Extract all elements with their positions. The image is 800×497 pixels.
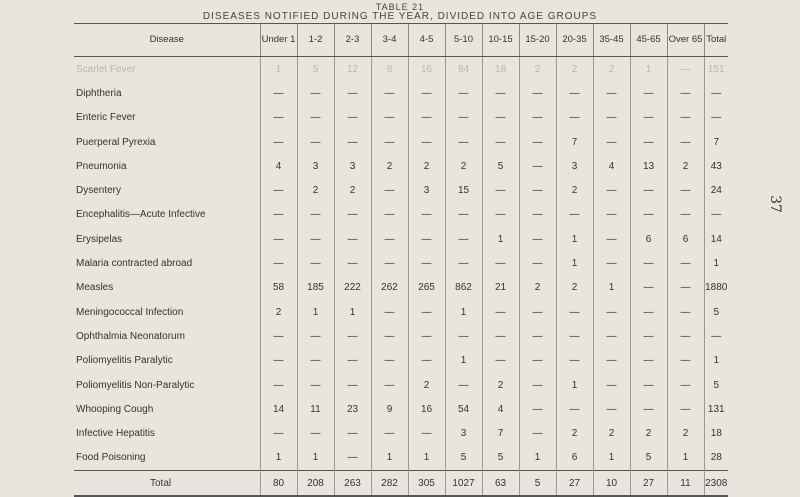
table-cell: — [630, 81, 667, 105]
table-cell: — [371, 373, 408, 397]
table-cell: — [445, 130, 482, 154]
table-cell: — [445, 324, 482, 348]
table-cell: — [630, 203, 667, 227]
table-cell: — [445, 203, 482, 227]
table-cell: — [260, 251, 297, 275]
table-cell: — [704, 203, 728, 227]
table-cell: — [519, 106, 556, 130]
column-header: Total [704, 24, 728, 57]
total-label: Total [74, 471, 260, 497]
table-cell: — [408, 227, 445, 251]
table-cell: 2 [408, 154, 445, 178]
table-cell: — [593, 178, 630, 202]
table-cell: 5 [482, 154, 519, 178]
table-row [74, 300, 728, 324]
table-cell: 1 [630, 57, 667, 82]
table-cell: — [667, 300, 704, 324]
table-cell: 9 [371, 397, 408, 421]
table-row [74, 227, 728, 251]
table-cell: — [630, 130, 667, 154]
table-cell: — [593, 106, 630, 130]
total-cell: 282 [371, 471, 408, 497]
table-cell: — [260, 349, 297, 373]
table-cell: — [593, 349, 630, 373]
table-cell: — [630, 106, 667, 130]
table-cell: — [408, 130, 445, 154]
table-cell: — [371, 106, 408, 130]
table-title: DISEASES NOTIFIED DURING THE YEAR, DIVIDED INTO AGE GROUPS [202, 11, 598, 22]
table-cell: 43 [704, 154, 728, 178]
column-header: 45-65 [630, 24, 667, 57]
table-row [74, 373, 728, 397]
table-cell: 3 [334, 154, 371, 178]
table-cell: — [667, 81, 704, 105]
diseases-table [74, 23, 728, 497]
table-cell: 1 [371, 446, 408, 471]
table-cell: — [371, 251, 408, 275]
table-cell: 2 [593, 57, 630, 82]
table-cell: 1880 [704, 276, 728, 300]
table-cell: — [260, 421, 297, 445]
table-cell: — [445, 106, 482, 130]
table-cell: — [408, 251, 445, 275]
table-cell: — [371, 203, 408, 227]
table-cell: 3 [297, 154, 334, 178]
table-cell: — [334, 227, 371, 251]
table-cell: — [556, 81, 593, 105]
table-cell: — [334, 446, 371, 471]
table-cell: 1 [297, 446, 334, 471]
table-cell: — [519, 178, 556, 202]
table-cell: 185 [297, 276, 334, 300]
table-cell: 2 [630, 421, 667, 445]
table-cell: — [371, 227, 408, 251]
table-cell: — [445, 81, 482, 105]
table-cell: — [667, 203, 704, 227]
table-cell: 18 [482, 57, 519, 82]
table-cell: — [519, 203, 556, 227]
table-cell: — [260, 81, 297, 105]
table-cell: — [482, 349, 519, 373]
disease-name: Encephalitis—Acute Infective [76, 209, 206, 221]
table-cell: 1 [704, 251, 728, 275]
table-cell: — [519, 349, 556, 373]
total-cell: 263 [334, 471, 371, 497]
table-cell: — [519, 251, 556, 275]
table-cell: — [260, 178, 297, 202]
table-cell: — [334, 349, 371, 373]
table-cell: — [519, 373, 556, 397]
table-cell: — [297, 227, 334, 251]
table-cell: — [519, 421, 556, 445]
table-cell: 131 [704, 397, 728, 421]
total-cell: 80 [260, 471, 297, 497]
column-header: Disease [74, 24, 260, 57]
table-cell: 14 [704, 227, 728, 251]
table-cell: — [519, 397, 556, 421]
table-cell: 1 [704, 349, 728, 373]
column-header: 35-45 [593, 24, 630, 57]
table-cell: — [667, 106, 704, 130]
disease-name: Puerperal Pyrexia [76, 136, 156, 148]
table-cell: — [593, 373, 630, 397]
table-cell: — [593, 203, 630, 227]
table-cell: 5 [704, 300, 728, 324]
table-cell: 2 [260, 300, 297, 324]
table-cell: — [260, 203, 297, 227]
table-cell: — [260, 106, 297, 130]
table-cell: — [297, 81, 334, 105]
table-cell: — [593, 81, 630, 105]
table-cell: — [482, 130, 519, 154]
table-cell: 2 [445, 154, 482, 178]
disease-name: Food Poisoning [76, 452, 146, 464]
disease-name: Infective Hepatitis [76, 428, 155, 440]
total-cell: 1027 [445, 471, 482, 497]
table-cell: — [371, 178, 408, 202]
table-cell: — [667, 373, 704, 397]
table-cell: 2 [556, 276, 593, 300]
table-cell: — [371, 324, 408, 348]
table-cell: — [519, 130, 556, 154]
table-cell: 1 [593, 446, 630, 471]
table-cell: — [593, 130, 630, 154]
table-cell: 1 [593, 276, 630, 300]
table-cell: 4 [260, 154, 297, 178]
disease-name: Malaria contracted abroad [76, 258, 193, 270]
table-cell: 8 [371, 57, 408, 82]
table-cell: — [482, 81, 519, 105]
table-cell: 4 [482, 397, 519, 421]
table-cell: 5 [297, 57, 334, 82]
table-cell: 5 [630, 446, 667, 471]
column-header: Over 65 [667, 24, 704, 57]
table-cell: — [519, 154, 556, 178]
table-cell: — [630, 349, 667, 373]
table-cell: — [556, 397, 593, 421]
table-cell: — [297, 130, 334, 154]
table-cell: 222 [334, 276, 371, 300]
table-cell: — [445, 227, 482, 251]
table-cell: — [297, 106, 334, 130]
table-cell: 2 [667, 421, 704, 445]
table-cell: — [704, 106, 728, 130]
table-cell: — [408, 324, 445, 348]
disease-name: Erysipelas [76, 233, 123, 245]
table-cell: — [260, 324, 297, 348]
column-header: Under 1 [260, 24, 297, 57]
table-cell: 7 [556, 130, 593, 154]
table-cell: 2 [556, 57, 593, 82]
table-cell: — [297, 324, 334, 348]
table-cell: 7 [704, 130, 728, 154]
table-cell: — [297, 203, 334, 227]
table-cell: 16 [408, 57, 445, 82]
table-cell: 2 [519, 57, 556, 82]
total-cell: 2308 [704, 471, 728, 497]
table-cell: 23 [334, 397, 371, 421]
column-header: 3-4 [371, 24, 408, 57]
table-cell: 6 [667, 227, 704, 251]
table-row [74, 81, 728, 105]
table-cell: — [519, 324, 556, 348]
table-cell: — [593, 324, 630, 348]
table-cell: — [630, 397, 667, 421]
total-cell: 27 [556, 471, 593, 497]
table-cell: — [297, 349, 334, 373]
total-cell: 10 [593, 471, 630, 497]
table-cell: — [630, 251, 667, 275]
table-cell: 15 [445, 178, 482, 202]
table-cell: — [482, 300, 519, 324]
table-cell: — [630, 324, 667, 348]
table-cell: — [260, 227, 297, 251]
table-cell: — [334, 203, 371, 227]
table-cell: 265 [408, 276, 445, 300]
table-cell: — [667, 324, 704, 348]
table-cell: — [334, 373, 371, 397]
total-cell: 63 [482, 471, 519, 497]
header-row [74, 24, 728, 57]
table-cell: — [408, 421, 445, 445]
total-cell: 208 [297, 471, 334, 497]
table-cell: — [371, 349, 408, 373]
table-cell: — [408, 81, 445, 105]
table-row [74, 276, 728, 300]
table-row [74, 130, 728, 154]
disease-name: Poliomyelitis Paralytic [76, 355, 173, 367]
disease-name: Whooping Cough [76, 403, 154, 415]
table-cell: 2 [556, 421, 593, 445]
table-cell: — [667, 57, 704, 82]
table-cell: — [704, 324, 728, 348]
table-cell: 3 [445, 421, 482, 445]
table-cell: 58 [260, 276, 297, 300]
table-cell: 1 [408, 446, 445, 471]
table-row [74, 397, 728, 421]
table-row [74, 349, 728, 373]
column-header: 10-15 [482, 24, 519, 57]
table-cell: 12 [334, 57, 371, 82]
table-cell: — [334, 81, 371, 105]
table-cell: — [593, 397, 630, 421]
table-number: TABLE 21 [375, 2, 425, 12]
table-cell: 16 [408, 397, 445, 421]
total-cell: 27 [630, 471, 667, 497]
table-cell: — [371, 300, 408, 324]
table-cell: — [593, 227, 630, 251]
table-cell: 2 [593, 421, 630, 445]
total-cell: 305 [408, 471, 445, 497]
table-cell: — [482, 178, 519, 202]
column-header: 5-10 [445, 24, 482, 57]
table-row [74, 421, 728, 445]
table-cell: — [334, 106, 371, 130]
table-cell: 1 [556, 251, 593, 275]
table-cell: — [297, 421, 334, 445]
table-row [74, 446, 728, 471]
table-cell: 1 [556, 373, 593, 397]
table-cell: 1 [482, 227, 519, 251]
table-cell: — [630, 300, 667, 324]
table-cell: 54 [445, 397, 482, 421]
table-cell: 24 [704, 178, 728, 202]
table-cell: 2 [334, 178, 371, 202]
table-cell: — [482, 251, 519, 275]
table-row [74, 57, 728, 82]
table-cell: 2 [408, 373, 445, 397]
table-cell: 262 [371, 276, 408, 300]
column-header: 2-3 [334, 24, 371, 57]
table-cell: — [593, 300, 630, 324]
table-cell: — [556, 349, 593, 373]
table-row [74, 251, 728, 275]
table-cell: — [260, 130, 297, 154]
table-cell: 5 [445, 446, 482, 471]
total-row [74, 471, 728, 497]
table-cell: 862 [445, 276, 482, 300]
total-cell: 11 [667, 471, 704, 497]
table-cell: 2 [297, 178, 334, 202]
table-cell: 151 [704, 57, 728, 82]
table-cell: — [408, 300, 445, 324]
table-cell: — [630, 276, 667, 300]
table-cell: — [667, 251, 704, 275]
page-number: 37 [766, 195, 783, 213]
disease-name: Diphtheria [76, 87, 122, 99]
disease-name: Dysentery [76, 185, 122, 197]
table-row [74, 106, 728, 130]
table-cell: — [297, 373, 334, 397]
table-cell: — [667, 178, 704, 202]
disease-name: Meningococcal Infection [76, 306, 184, 318]
table-cell: 1 [667, 446, 704, 471]
table-cell: — [334, 251, 371, 275]
table-cell: — [445, 251, 482, 275]
table-cell: — [371, 81, 408, 105]
table-cell: 14 [260, 397, 297, 421]
table-cell: — [482, 106, 519, 130]
table-cell: — [334, 421, 371, 445]
table-cell: 13 [630, 154, 667, 178]
column-header: 4-5 [408, 24, 445, 57]
table-cell: — [556, 324, 593, 348]
column-header: 20-35 [556, 24, 593, 57]
table-row [74, 154, 728, 178]
table-cell: — [408, 203, 445, 227]
table-cell: — [519, 81, 556, 105]
table-cell: — [445, 373, 482, 397]
table-row [74, 178, 728, 202]
column-header: 15-20 [519, 24, 556, 57]
table-cell: 5 [704, 373, 728, 397]
table-cell: 1 [297, 300, 334, 324]
table-cell: — [408, 349, 445, 373]
table-cell: 1 [260, 57, 297, 82]
table-cell: 84 [445, 57, 482, 82]
table-cell: — [482, 203, 519, 227]
disease-name: Measles [76, 282, 114, 294]
table-cell: 2 [371, 154, 408, 178]
table-cell: 6 [556, 446, 593, 471]
table-cell: 4 [593, 154, 630, 178]
table-cell: — [667, 276, 704, 300]
table-cell: 1 [445, 300, 482, 324]
table-cell: 1 [445, 349, 482, 373]
table-cell: — [260, 373, 297, 397]
disease-name: Poliomyelitis Non-Paralytic [76, 379, 195, 391]
table-cell: — [593, 251, 630, 275]
table-cell: — [297, 251, 334, 275]
table-cell: 1 [334, 300, 371, 324]
table-cell: — [630, 373, 667, 397]
table-cell: — [482, 324, 519, 348]
table-cell: 6 [630, 227, 667, 251]
table-cell: — [704, 81, 728, 105]
table-cell: — [630, 178, 667, 202]
disease-name: Pneumonia [76, 160, 127, 172]
table-cell: 5 [482, 446, 519, 471]
table-cell: 1 [556, 227, 593, 251]
disease-name: Ophthalmia Neonatorum [76, 330, 185, 342]
table-cell: 2 [482, 373, 519, 397]
disease-name: Enteric Fever [76, 112, 136, 124]
table-cell: 2 [556, 178, 593, 202]
table-cell: 2 [667, 154, 704, 178]
table-cell: 3 [556, 154, 593, 178]
table-cell: — [334, 324, 371, 348]
table-cell: 7 [482, 421, 519, 445]
total-cell: 5 [519, 471, 556, 497]
table-cell: — [667, 397, 704, 421]
table-cell: 11 [297, 397, 334, 421]
table-cell: 3 [408, 178, 445, 202]
table-cell: 21 [482, 276, 519, 300]
table-cell: — [519, 300, 556, 324]
table-cell: — [371, 130, 408, 154]
table-cell: — [667, 130, 704, 154]
table-row [74, 324, 728, 348]
table-cell: — [556, 203, 593, 227]
column-header: 1-2 [297, 24, 334, 57]
table-cell: 2 [519, 276, 556, 300]
table-cell: — [519, 227, 556, 251]
disease-name: Scarlet Fever [76, 63, 136, 75]
table-cell: — [667, 349, 704, 373]
table-cell: 18 [704, 421, 728, 445]
table-cell: — [334, 130, 371, 154]
table-cell: 28 [704, 446, 728, 471]
table-cell: 1 [260, 446, 297, 471]
table-cell: — [556, 106, 593, 130]
table-cell: — [408, 106, 445, 130]
table-cell: 1 [519, 446, 556, 471]
table-row [74, 203, 728, 227]
table-cell: — [371, 421, 408, 445]
table-cell: — [556, 300, 593, 324]
